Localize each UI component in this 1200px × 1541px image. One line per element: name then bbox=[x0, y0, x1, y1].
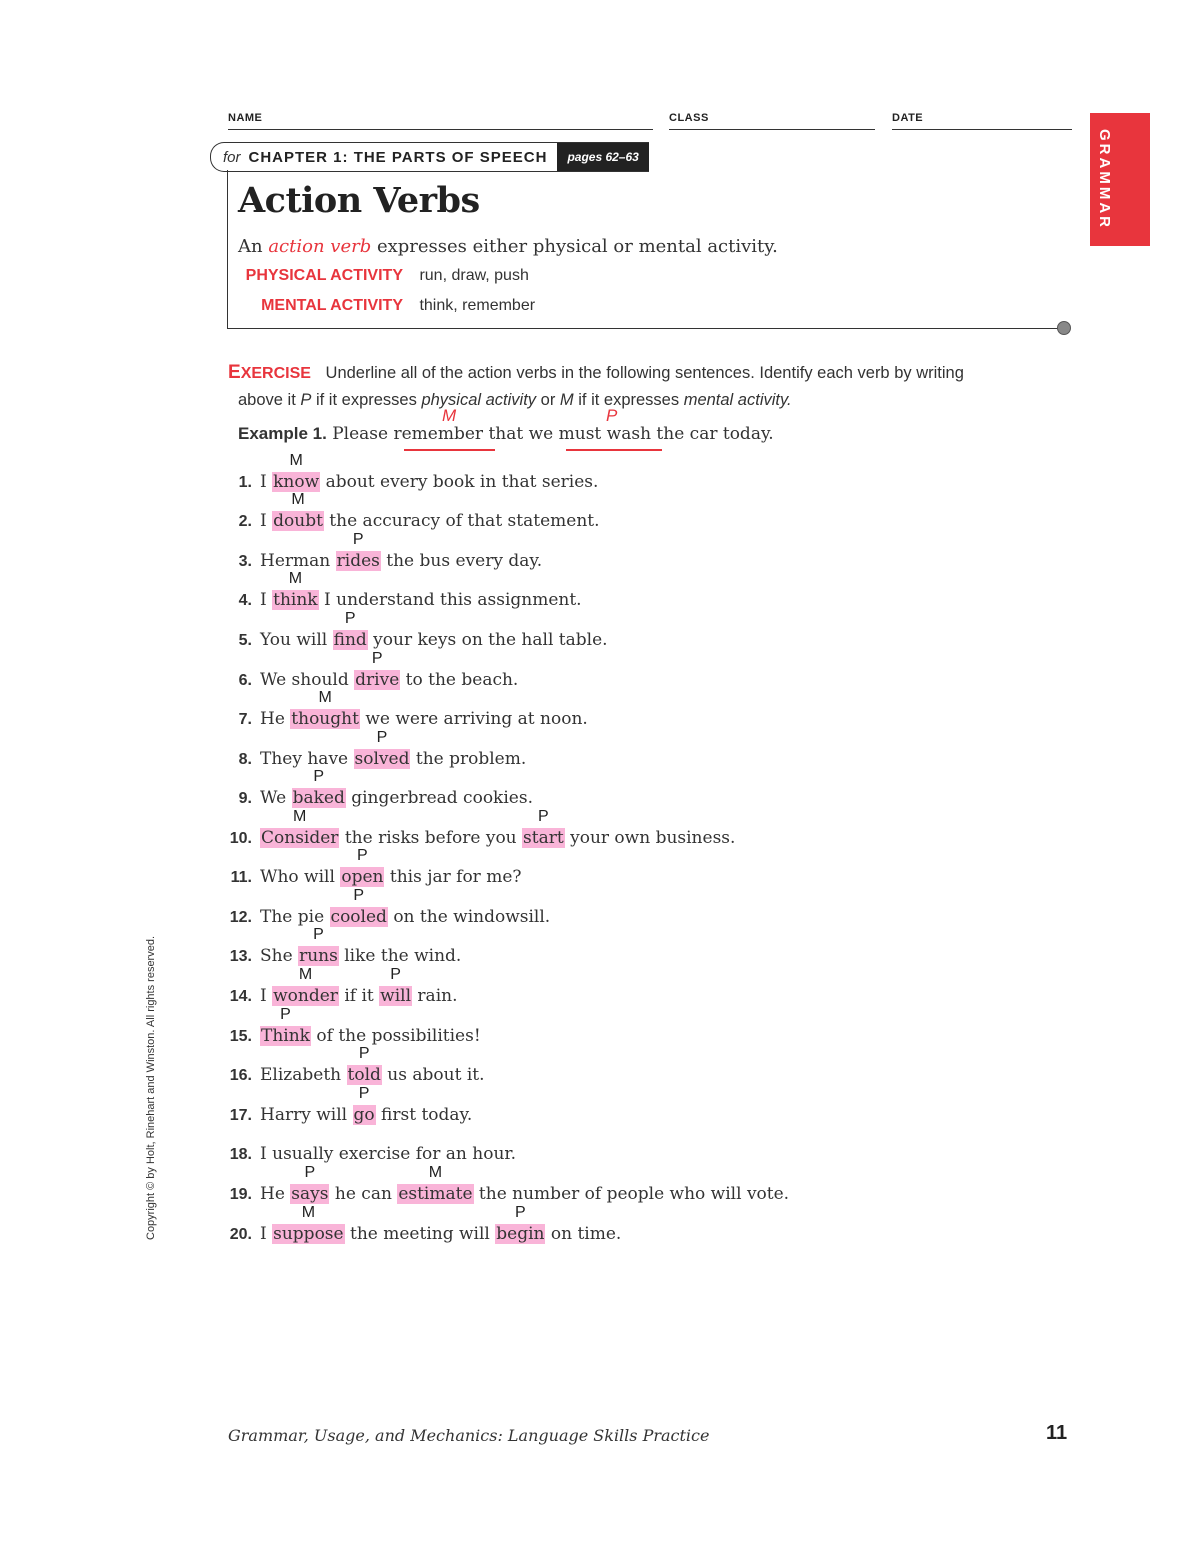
item-text: the number of people who will vote. bbox=[473, 1184, 790, 1204]
item-text: gingerbread cookies. bbox=[345, 788, 533, 808]
name-label: NAME bbox=[228, 112, 263, 124]
verb-type-mark: P bbox=[344, 610, 356, 627]
highlighted-verb bbox=[495, 1204, 545, 1244]
item-1 bbox=[224, 452, 599, 492]
name-line bbox=[228, 129, 653, 130]
highlighted-verb bbox=[333, 610, 368, 650]
verb-text: know bbox=[273, 472, 320, 492]
item-text: We bbox=[260, 788, 292, 808]
grammar-side-tab bbox=[1090, 113, 1150, 246]
item-text: He bbox=[260, 709, 291, 729]
exercise-instr-2a: above it bbox=[238, 391, 301, 409]
verb-type-mark: P bbox=[313, 768, 325, 785]
verb-text: says bbox=[291, 1184, 329, 1204]
verb-text: find bbox=[333, 630, 367, 650]
item-text: the problem. bbox=[410, 749, 527, 769]
highlighted-verb bbox=[292, 768, 346, 808]
highlighted-verb bbox=[272, 1204, 344, 1244]
page-title: Action Verbs bbox=[238, 180, 480, 221]
highlighted-verb bbox=[272, 452, 320, 492]
highlighted-verb bbox=[522, 808, 565, 848]
item-number: 11. bbox=[230, 869, 252, 886]
highlighted-verb bbox=[290, 689, 360, 729]
verb-text: drive bbox=[355, 670, 400, 690]
item-2 bbox=[224, 491, 600, 531]
exercise-instr-2d: if it expresses bbox=[573, 391, 684, 409]
item-text: on the windowsill. bbox=[387, 907, 551, 927]
example-label: Example 1. bbox=[238, 424, 327, 443]
item-text: I bbox=[260, 511, 273, 531]
verb-type-mark: M bbox=[318, 689, 332, 706]
example-mark-m: M bbox=[442, 406, 457, 425]
item-text: Herman bbox=[260, 551, 336, 571]
verb-text: wonder bbox=[273, 986, 338, 1006]
item-10 bbox=[224, 808, 736, 848]
example-underline-must-wash bbox=[566, 449, 662, 451]
item-16 bbox=[224, 1045, 485, 1085]
item-number: 16. bbox=[229, 1067, 252, 1084]
definition-pre: An bbox=[238, 236, 269, 257]
item-text: We should bbox=[260, 670, 355, 690]
item-text: of the possibilities! bbox=[310, 1026, 481, 1046]
item-number: 17. bbox=[229, 1107, 252, 1124]
physical-words: run, draw, push bbox=[419, 267, 529, 284]
exercise-instr-2b: if it expresses bbox=[311, 391, 422, 409]
copyright-notice: Copyright © by Holt, Rinehart and Winston. All rights reserved. bbox=[145, 935, 157, 1240]
verb-text: estimate bbox=[398, 1184, 473, 1204]
item-text: the meeting will bbox=[344, 1224, 496, 1244]
item-text: Who will bbox=[260, 867, 341, 887]
item-number: 7. bbox=[238, 711, 252, 728]
definition bbox=[238, 236, 778, 257]
highlighted-verb bbox=[353, 1085, 376, 1125]
class-label: CLASS bbox=[669, 112, 709, 124]
item-number: 8. bbox=[238, 751, 252, 768]
item-text: we were arriving at noon. bbox=[359, 709, 588, 729]
verb-text: runs bbox=[299, 946, 338, 966]
verb-type-mark: P bbox=[353, 887, 365, 904]
highlighted-verb bbox=[272, 491, 324, 531]
banner-for: for bbox=[223, 148, 241, 166]
exercise-instr-m: M bbox=[559, 391, 574, 409]
item-text: I bbox=[260, 1224, 273, 1244]
box-corner-knob bbox=[1057, 321, 1071, 335]
item-8 bbox=[224, 729, 527, 769]
item-number: 10. bbox=[229, 830, 252, 847]
highlighted-verb bbox=[347, 1045, 382, 1085]
verb-type-mark: P bbox=[376, 729, 388, 746]
verb-text: will bbox=[380, 986, 412, 1006]
highlighted-verb bbox=[397, 1164, 473, 1204]
item-text: I bbox=[260, 986, 273, 1006]
exercise-label bbox=[228, 362, 311, 383]
item-text: your own business. bbox=[564, 828, 736, 848]
verb-type-mark: P bbox=[313, 926, 324, 943]
item-number: 9. bbox=[238, 790, 252, 807]
verb-text: told bbox=[347, 1065, 381, 1085]
item-number: 2. bbox=[238, 513, 252, 530]
footer-title: Grammar, Usage, and Mechanics: Language Skills Practice bbox=[228, 1426, 710, 1445]
item-text: Harry will bbox=[260, 1105, 353, 1125]
verb-text: open bbox=[341, 867, 384, 887]
grammar-side-tab-label: GRAMMAR bbox=[1096, 129, 1113, 230]
item-14 bbox=[224, 966, 458, 1006]
banner-pages: pages 62–63 bbox=[557, 143, 648, 171]
verb-type-mark: M bbox=[428, 1164, 443, 1181]
exercise-label-rest: XERCISE bbox=[240, 365, 311, 382]
item-6 bbox=[224, 650, 519, 690]
item-text: She bbox=[260, 946, 299, 966]
example-item bbox=[238, 424, 774, 444]
item-15 bbox=[224, 1006, 481, 1046]
item-text: us about it. bbox=[381, 1065, 485, 1085]
item-text: The pie bbox=[260, 907, 330, 927]
verb-type-mark: P bbox=[390, 966, 401, 983]
highlighted-verb bbox=[298, 926, 339, 966]
item-number: 20. bbox=[229, 1226, 252, 1243]
item-number: 15. bbox=[229, 1028, 252, 1045]
item-number: 1. bbox=[238, 474, 252, 491]
item-text: rain. bbox=[412, 986, 458, 1006]
item-text: to the beach. bbox=[400, 670, 519, 690]
highlighted-verb bbox=[340, 847, 384, 887]
verb-type-mark: M bbox=[291, 491, 305, 508]
item-text: if it bbox=[338, 986, 380, 1006]
highlighted-verb bbox=[260, 1006, 311, 1046]
verb-text: think bbox=[273, 590, 318, 610]
item-number: 4. bbox=[238, 592, 252, 609]
item-text: he can bbox=[329, 1184, 398, 1204]
item-17 bbox=[224, 1085, 473, 1125]
item-number: 14. bbox=[229, 988, 252, 1005]
item-number: 13. bbox=[229, 948, 252, 965]
verb-type-mark: P bbox=[515, 1204, 526, 1221]
item-text: the risks before you bbox=[339, 828, 523, 848]
highlighted-verb bbox=[379, 966, 412, 1006]
highlighted-verb bbox=[330, 887, 388, 927]
item-text: on time. bbox=[545, 1224, 622, 1244]
item-12 bbox=[224, 887, 551, 927]
verb-text: Think bbox=[261, 1026, 310, 1046]
example-text-2: that we bbox=[483, 424, 559, 444]
exercise-instr-p: P bbox=[300, 391, 312, 409]
item-11 bbox=[224, 847, 522, 887]
verb-type-mark: P bbox=[371, 650, 383, 667]
item-text: He bbox=[260, 1184, 291, 1204]
example-verb-must: must bbox=[558, 424, 602, 444]
physical-example-row bbox=[238, 267, 529, 285]
item-text: I bbox=[260, 590, 273, 610]
example-text-1: Please bbox=[326, 424, 394, 444]
item-text: first today. bbox=[375, 1105, 473, 1125]
item-9 bbox=[224, 768, 533, 808]
item-20 bbox=[224, 1204, 622, 1244]
example-verb-remember: remember bbox=[393, 424, 484, 444]
exercise-label-initial: E bbox=[228, 362, 241, 383]
verb-type-mark: M bbox=[293, 808, 307, 825]
item-number: 19. bbox=[229, 1186, 252, 1203]
item-text: I bbox=[260, 472, 273, 492]
item-number: 6. bbox=[238, 672, 252, 689]
item-text: the bus every day. bbox=[380, 551, 543, 571]
exercise-instr-line1: Underline all of the action verbs in the following sentences. Identify each verb by writing bbox=[325, 364, 964, 382]
mental-label: MENTAL ACTIVITY bbox=[261, 297, 403, 314]
definition-post: expresses either physical or mental activity. bbox=[371, 236, 778, 257]
item-4 bbox=[224, 570, 582, 610]
verb-type-mark: P bbox=[280, 1006, 291, 1023]
exercise-instr-mental: mental activity. bbox=[683, 391, 792, 409]
highlighted-verb bbox=[354, 729, 411, 769]
item-text: Elizabeth bbox=[260, 1065, 347, 1085]
highlighted-verb bbox=[272, 570, 318, 610]
highlighted-verb bbox=[272, 966, 339, 1006]
item-text: You will bbox=[260, 630, 333, 650]
highlighted-verb bbox=[290, 1164, 329, 1204]
verb-type-mark: P bbox=[358, 1045, 370, 1062]
example-underline-remember bbox=[404, 449, 495, 451]
verb-text: cooled bbox=[330, 907, 387, 927]
item-text: the accuracy of that statement. bbox=[323, 511, 600, 531]
verb-text: rides bbox=[336, 551, 380, 571]
verb-text: start bbox=[523, 828, 564, 848]
item-7 bbox=[224, 689, 588, 729]
banner-chapter: CHAPTER 1: THE PARTS OF SPEECH bbox=[248, 148, 548, 166]
example-text-3: the car today. bbox=[651, 424, 774, 444]
item-text: about every book in that series. bbox=[320, 472, 599, 492]
item-text: like the wind. bbox=[338, 946, 462, 966]
verb-type-mark: M bbox=[298, 966, 313, 983]
mental-words: think, remember bbox=[419, 297, 536, 314]
item-number: 3. bbox=[238, 553, 252, 570]
physical-label: PHYSICAL ACTIVITY bbox=[245, 267, 403, 284]
item-text: They have bbox=[260, 749, 354, 769]
item-number: 5. bbox=[238, 632, 252, 649]
item-text: I usually exercise for an hour. bbox=[260, 1144, 517, 1164]
class-line bbox=[669, 129, 875, 130]
date-line bbox=[892, 129, 1072, 130]
exercise-instr-2c: or bbox=[536, 391, 560, 409]
verb-text: solved bbox=[354, 749, 410, 769]
verb-text: begin bbox=[496, 1224, 545, 1244]
verb-text: baked bbox=[292, 788, 345, 808]
item-text: I understand this assignment. bbox=[318, 590, 582, 610]
verb-type-mark: P bbox=[352, 531, 364, 548]
exercise-instr-physical: physical activity bbox=[421, 391, 537, 409]
verb-text: go bbox=[353, 1105, 375, 1125]
verb-text: thought bbox=[291, 709, 359, 729]
item-text: your keys on the hall table. bbox=[367, 630, 608, 650]
highlighted-verb bbox=[336, 531, 381, 571]
verb-type-mark: P bbox=[304, 1164, 316, 1181]
verb-text: Consider bbox=[261, 828, 339, 848]
verb-type-mark: M bbox=[288, 570, 303, 587]
item-18 bbox=[224, 1144, 516, 1164]
verb-type-mark: P bbox=[358, 1085, 370, 1102]
item-5 bbox=[224, 610, 608, 650]
item-19 bbox=[224, 1164, 790, 1204]
verb-type-mark: M bbox=[289, 452, 303, 469]
item-13 bbox=[224, 926, 462, 966]
item-number: 18. bbox=[229, 1146, 252, 1163]
highlighted-verb bbox=[354, 650, 400, 690]
highlighted-verb bbox=[260, 808, 339, 848]
item-text: this jar for me? bbox=[384, 867, 522, 887]
example-mark-p: P bbox=[606, 406, 618, 425]
exercise-instructions bbox=[228, 360, 1048, 413]
date-label: DATE bbox=[892, 112, 924, 124]
verb-type-mark: P bbox=[538, 808, 549, 825]
example-verb-wash: wash bbox=[606, 424, 652, 444]
verb-type-mark: M bbox=[301, 1204, 316, 1221]
verb-type-mark: P bbox=[357, 847, 368, 864]
mental-example-row bbox=[238, 297, 535, 315]
definition-term: action verb bbox=[268, 236, 372, 257]
verb-text: doubt bbox=[273, 511, 323, 531]
verb-text: suppose bbox=[273, 1224, 344, 1244]
page-number: 11 bbox=[1046, 1422, 1068, 1444]
chapter-banner bbox=[210, 142, 649, 172]
item-number: 12. bbox=[229, 909, 252, 926]
item-3 bbox=[224, 531, 543, 571]
